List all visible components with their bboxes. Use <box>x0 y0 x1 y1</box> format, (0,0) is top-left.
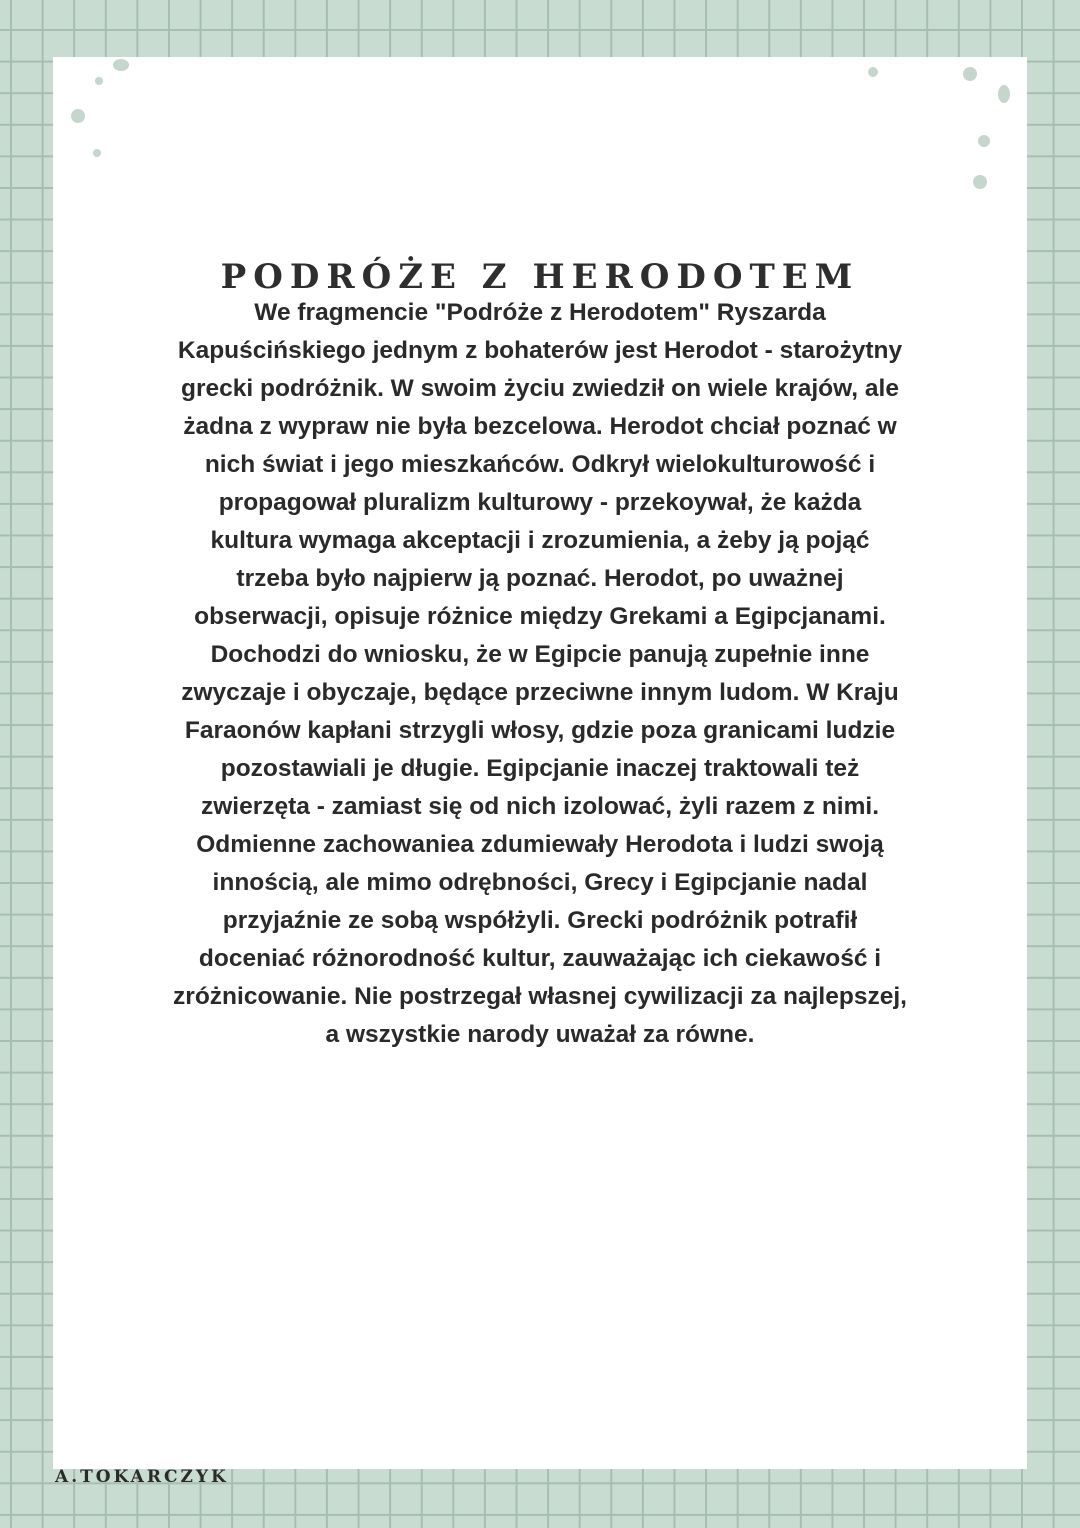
page-title: PODRÓŻE Z HERODOTEM <box>220 257 860 297</box>
text-line: Dochodzi do wniosku, że w Egipcie panują zupełnie inne <box>210 641 870 668</box>
text-line: Odmienne zachowaniea zdumiewały Herodota i ludzi swoją <box>196 831 884 858</box>
paint-splash-decoration <box>868 67 878 77</box>
paint-splash-decoration <box>95 77 103 85</box>
text-line: We fragmencie "Podróże z Herodotem" Ryszarda <box>254 299 826 326</box>
text-line: pozostawiali je długie. Egipcjanie inaczej traktowali też <box>220 755 860 782</box>
text-line: zwierzęta - zamiast się od nich izolować, żyli razem z nimi. <box>200 793 880 820</box>
paint-splash-decoration <box>998 85 1010 103</box>
paint-splash-decoration <box>978 135 990 147</box>
text-line: doceniać różnorodność kultur, zauważając ich ciekawość i <box>198 945 882 972</box>
page-sheet <box>53 57 1027 1469</box>
paint-splash-decoration <box>71 109 85 123</box>
text-line: trzeba było najpierw ją poznać. Herodot, po uważnej <box>236 565 844 592</box>
paint-splash-decoration <box>113 59 129 71</box>
text-line: żadna z wypraw nie była bezcelowa. Herodot chciał poznać w <box>183 413 897 440</box>
text-line: grecki podróżnik. W swoim życiu zwiedził on wiele krajów, ale <box>181 375 899 402</box>
author-signature: A.TOKARCZYK <box>55 1467 229 1487</box>
text-line: innością, ale mimo odrębności, Grecy i Egipcjanie nadal <box>212 869 868 896</box>
text-line: nich świat i jego mieszkańców. Odkrył wielokulturowość i <box>204 451 876 478</box>
text-line: Faraonów kapłani strzygli włosy, gdzie poza granicami ludzie <box>184 717 896 744</box>
paint-splash-decoration <box>93 149 101 157</box>
text-line: zwyczaje i obyczaje, będące przeciwne innym ludom. W Kraju <box>181 679 899 706</box>
text-line: Kapuścińskiego jednym z bohaterów jest Herodot - starożytny <box>177 337 903 364</box>
text-line: przyjaźnie ze sobą współżyli. Grecki podróżnik potrafił <box>222 907 858 934</box>
paint-splash-decoration <box>973 175 987 189</box>
paint-splash-decoration <box>963 67 977 81</box>
text-line: obserwacji, opisuje różnice między Grekami a Egipcjanami. <box>194 603 886 630</box>
text-line: kultura wymaga akceptacji i zrozumienia, a żeby ją pojąć <box>210 527 870 554</box>
body-text <box>53 294 1027 1054</box>
text-line: zróżnicowanie. Nie postrzegał własnej cywilizacji za najlepszej, <box>173 983 907 1010</box>
text-line: propagował pluralizm kulturowy - przekoywał, że każda <box>218 489 862 516</box>
text-line: a wszystkie narody uważał za równe. <box>325 1021 755 1048</box>
